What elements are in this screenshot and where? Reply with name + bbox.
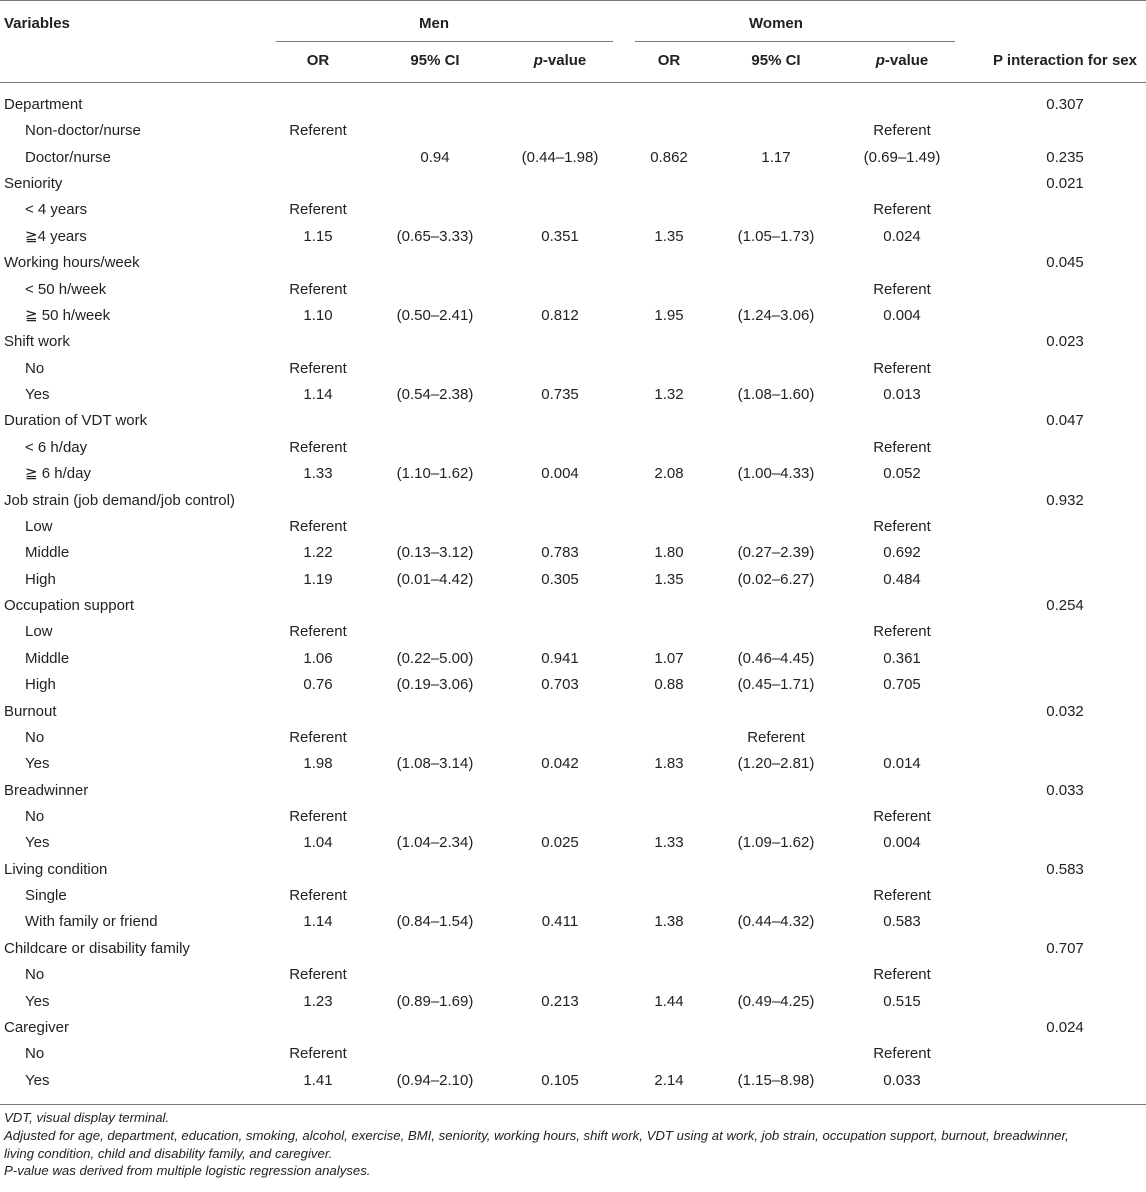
cell-men-ci: 0.94 — [420, 149, 450, 166]
cell-women-pvalue: Referent — [873, 518, 931, 535]
cell-men-or: Referent — [289, 360, 347, 377]
cell-men-or: Referent — [289, 122, 347, 139]
header-p-italic: p — [875, 52, 885, 69]
cell-women-ci: (0.46–4.45) — [737, 650, 815, 667]
cell-men-pvalue: 0.812 — [541, 307, 579, 324]
cell-women-or: 1.35 — [654, 571, 684, 588]
cell-women-pvalue: 0.515 — [883, 993, 921, 1010]
cell-women-ci: (1.09–1.62) — [737, 834, 815, 851]
cell-women-or: 1.07 — [654, 650, 684, 667]
cell-women-pvalue: 0.692 — [883, 544, 921, 561]
cell-men-or: 1.41 — [303, 1072, 333, 1089]
header-women-or: OR — [657, 52, 681, 69]
cell-p-interaction: 0.021 — [1046, 175, 1084, 192]
cell-women-or: 0.862 — [650, 149, 688, 166]
row-sublabel: Yes — [25, 386, 50, 403]
cell-p-interaction: 0.235 — [1046, 149, 1084, 166]
row-sublabel: Non-doctor/nurse — [25, 122, 141, 139]
cell-men-or: 1.22 — [303, 544, 333, 561]
row-sublabel: High — [25, 676, 56, 693]
header-men-ci: 95% CI — [410, 52, 460, 69]
cell-p-interaction: 0.033 — [1046, 782, 1084, 799]
cell-men-pvalue: 0.783 — [541, 544, 579, 561]
footnote-pvalue: P-value was derived from multiple logistic regression analyses. — [4, 1163, 371, 1179]
row-label: Working hours/week — [4, 254, 140, 271]
cell-men-or: 1.15 — [303, 228, 333, 245]
header-men: Men — [419, 15, 449, 32]
cell-men-ci: (1.10–1.62) — [396, 465, 474, 482]
cell-men-or: Referent — [289, 729, 347, 746]
cell-women-or: 2.08 — [654, 465, 684, 482]
cell-p-interaction: 0.932 — [1046, 492, 1084, 509]
cell-men-or: 1.14 — [303, 386, 333, 403]
row-sublabel: < 6 h/day — [25, 439, 88, 456]
cell-men-or: Referent — [289, 518, 347, 535]
cell-men-or: 1.06 — [303, 650, 333, 667]
row-sublabel: Single — [25, 887, 67, 904]
cell-men-pvalue: 0.004 — [541, 465, 579, 482]
row-sublabel: < 4 years — [25, 201, 88, 218]
cell-men-ci: (0.50–2.41) — [396, 307, 474, 324]
cell-men-or: 1.23 — [303, 993, 333, 1010]
cell-women-ci: Referent — [747, 729, 805, 746]
header-men-or: OR — [306, 52, 330, 69]
cell-women-ci: (1.05–1.73) — [737, 228, 815, 245]
header-variables: Variables — [4, 15, 70, 32]
cell-women-pvalue: Referent — [873, 1045, 931, 1062]
row-label: Job strain (job demand/job control) — [4, 492, 235, 509]
cell-women-ci: (1.08–1.60) — [737, 386, 815, 403]
cell-men-ci: (0.54–2.38) — [396, 386, 474, 403]
cell-men-or: Referent — [289, 439, 347, 456]
cell-women-pvalue: Referent — [873, 439, 931, 456]
cell-p-interaction: 0.032 — [1046, 703, 1084, 720]
cell-men-ci: (0.13–3.12) — [396, 544, 474, 561]
cell-men-or: 1.98 — [303, 755, 333, 772]
cell-p-interaction: 0.583 — [1046, 861, 1084, 878]
header-p-rest: -value — [542, 52, 587, 69]
cell-men-or: 1.33 — [303, 465, 333, 482]
cell-men-ci: (1.04–2.34) — [396, 834, 474, 851]
cell-p-interaction: 0.047 — [1046, 412, 1084, 429]
cell-men-pvalue: (0.44–1.98) — [521, 149, 599, 166]
cell-men-pvalue: 0.025 — [541, 834, 579, 851]
row-label: Seniority — [4, 175, 63, 192]
cell-men-pvalue: 0.351 — [541, 228, 579, 245]
row-sublabel: Yes — [25, 834, 50, 851]
cell-men-pvalue: 0.305 — [541, 571, 579, 588]
cell-women-pvalue: 0.024 — [883, 228, 921, 245]
row-sublabel: With family or friend — [25, 913, 158, 930]
cell-men-or: 0.76 — [303, 676, 333, 693]
cell-women-or: 1.83 — [654, 755, 684, 772]
cell-men-pvalue: 0.105 — [541, 1072, 579, 1089]
cell-women-pvalue: Referent — [873, 887, 931, 904]
cell-men-or: Referent — [289, 887, 347, 904]
cell-men-or: Referent — [289, 623, 347, 640]
header-women: Women — [749, 15, 803, 32]
cell-women-pvalue: Referent — [873, 360, 931, 377]
table-footnotes — [4, 1109, 1144, 1180]
cell-women-pvalue: Referent — [873, 122, 931, 139]
cell-men-pvalue: 0.411 — [541, 913, 579, 930]
cell-women-or: 1.44 — [654, 993, 684, 1010]
cell-men-or: Referent — [289, 808, 347, 825]
row-sublabel: ≧ 50 h/week — [25, 307, 111, 324]
cell-men-ci: (0.65–3.33) — [396, 228, 474, 245]
row-sublabel: Yes — [25, 993, 50, 1010]
cell-men-or: 1.19 — [303, 571, 333, 588]
row-sublabel: Doctor/nurse — [25, 149, 111, 166]
cell-women-ci: (1.00–4.33) — [737, 465, 815, 482]
cell-women-or: 1.35 — [654, 228, 684, 245]
row-sublabel: ≧4 years — [25, 228, 87, 245]
cell-women-pvalue: 0.004 — [883, 307, 921, 324]
row-label: Burnout — [4, 703, 57, 720]
row-label: Caregiver — [4, 1019, 70, 1036]
cell-men-or: Referent — [289, 1045, 347, 1062]
row-sublabel: Low — [25, 623, 53, 640]
cell-women-or: 1.32 — [654, 386, 684, 403]
row-label: Breadwinner — [4, 782, 89, 799]
row-label: Occupation support — [4, 597, 135, 614]
cell-p-interaction: 0.254 — [1046, 597, 1084, 614]
cell-women-pvalue: 0.013 — [883, 386, 921, 403]
cell-men-or: Referent — [289, 201, 347, 218]
cell-women-ci: (1.24–3.06) — [737, 307, 815, 324]
row-sublabel: No — [25, 808, 45, 825]
row-sublabel: No — [25, 360, 45, 377]
cell-men-pvalue: 0.042 — [541, 755, 579, 772]
cell-women-pvalue: Referent — [873, 201, 931, 218]
cell-men-pvalue: 0.703 — [541, 676, 579, 693]
header-interaction: P interaction for sex — [993, 52, 1137, 69]
cell-men-ci: (0.22–5.00) — [396, 650, 474, 667]
row-label: Living condition — [4, 861, 108, 878]
cell-women-ci: (0.49–4.25) — [737, 993, 815, 1010]
cell-women-pvalue: 0.583 — [883, 913, 921, 930]
row-label: Department — [4, 96, 83, 113]
cell-women-ci: (0.44–4.32) — [737, 913, 815, 930]
cell-women-pvalue: 0.052 — [883, 465, 921, 482]
cell-women-ci: (0.02–6.27) — [737, 571, 815, 588]
cell-men-ci: (0.89–1.69) — [396, 993, 474, 1010]
cell-men-or: 1.14 — [303, 913, 333, 930]
cell-women-or: 1.80 — [654, 544, 684, 561]
cell-p-interaction: 0.707 — [1046, 940, 1084, 957]
cell-women-pvalue: (0.69–1.49) — [863, 149, 941, 166]
cell-women-ci: (0.45–1.71) — [737, 676, 815, 693]
cell-women-pvalue: 0.705 — [883, 676, 921, 693]
cell-men-or: 1.04 — [303, 834, 333, 851]
cell-women-pvalue: Referent — [873, 966, 931, 983]
row-sublabel: Yes — [25, 1072, 50, 1089]
cell-women-pvalue: Referent — [873, 281, 931, 298]
cell-women-pvalue: 0.033 — [883, 1072, 921, 1089]
header-p-rest: -value — [884, 52, 929, 69]
cell-women-or: 1.38 — [654, 913, 684, 930]
row-sublabel: Middle — [25, 650, 70, 667]
row-sublabel: High — [25, 571, 56, 588]
footnote-adjusted-cont: living condition, child and disability family, and caregiver. — [4, 1145, 333, 1161]
cell-p-interaction: 0.307 — [1046, 96, 1084, 113]
cell-women-or: 0.88 — [654, 676, 684, 693]
footnote-adjusted: Adjusted for age, department, education, smoking, alcohol, exercise, BMI, seniority, working hours, shift work, VDT using at work, job strain, occupation support, burnout, breadwinner, — [4, 1127, 1069, 1143]
cell-women-ci: (1.20–2.81) — [737, 755, 815, 772]
cell-men-pvalue: 0.735 — [541, 386, 579, 403]
cell-p-interaction: 0.024 — [1046, 1019, 1084, 1036]
row-sublabel: Yes — [25, 755, 50, 772]
cell-women-pvalue: 0.484 — [883, 571, 921, 588]
cell-men-ci: (0.94–2.10) — [396, 1072, 474, 1089]
cell-p-interaction: 0.045 — [1046, 254, 1084, 271]
cell-women-pvalue: 0.361 — [883, 650, 921, 667]
cell-women-or: 2.14 — [654, 1072, 684, 1089]
row-label: Childcare or disability family — [4, 940, 190, 957]
row-label: Duration of VDT work — [4, 412, 148, 429]
cell-men-ci: (0.19–3.06) — [396, 676, 474, 693]
cell-women-or: 1.95 — [654, 307, 684, 324]
cell-women-pvalue: 0.014 — [883, 755, 921, 772]
cell-men-ci: (0.01–4.42) — [396, 571, 474, 588]
header-women-ci: 95% CI — [751, 52, 801, 69]
cell-women-ci: (1.15–8.98) — [737, 1072, 815, 1089]
cell-p-interaction: 0.023 — [1046, 333, 1084, 350]
row-sublabel: Low — [25, 518, 53, 535]
row-sublabel: ≧ 6 h/day — [25, 465, 91, 482]
cell-men-or: Referent — [289, 966, 347, 983]
row-sublabel: No — [25, 729, 45, 746]
cell-women-ci: (0.27–2.39) — [737, 544, 815, 561]
header-p-italic: p — [533, 52, 543, 69]
row-label: Shift work — [4, 333, 70, 350]
cell-men-or: 1.10 — [303, 307, 333, 324]
cell-women-or: 1.33 — [654, 834, 684, 851]
cell-men-or: Referent — [289, 281, 347, 298]
cell-women-pvalue: Referent — [873, 808, 931, 825]
cell-women-pvalue: 0.004 — [883, 834, 921, 851]
cell-men-ci: (0.84–1.54) — [396, 913, 474, 930]
cell-men-pvalue: 0.941 — [541, 650, 579, 667]
row-sublabel: < 50 h/week — [25, 281, 107, 298]
row-sublabel: Middle — [25, 544, 70, 561]
row-sublabel: No — [25, 966, 45, 983]
footnote-abbreviation: VDT, visual display terminal. — [4, 1110, 170, 1125]
cell-men-pvalue: 0.213 — [541, 993, 579, 1010]
cell-women-pvalue: Referent — [873, 623, 931, 640]
cell-men-ci: (1.08–3.14) — [396, 755, 474, 772]
cell-women-ci: 1.17 — [761, 149, 791, 166]
row-sublabel: No — [25, 1045, 45, 1062]
